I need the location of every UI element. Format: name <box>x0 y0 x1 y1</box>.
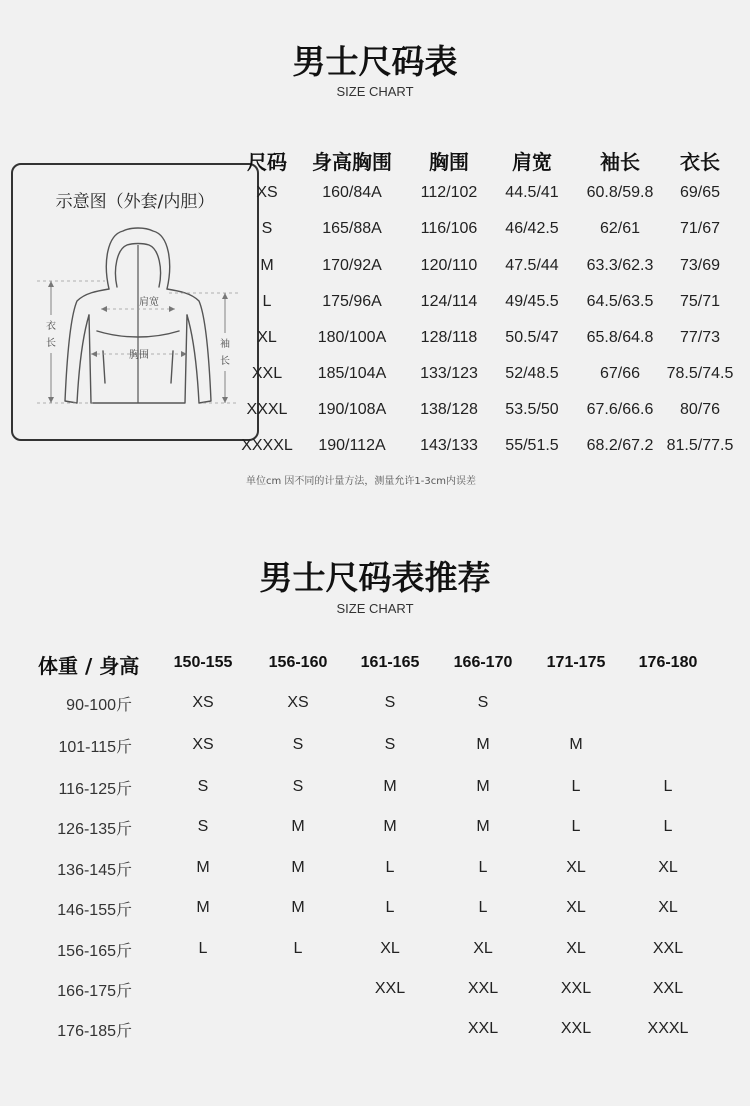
size-table-cell: 49/45.5 <box>505 293 559 310</box>
diagram-caption: 示意图（外套/内胆） <box>55 192 215 212</box>
size-table-cell: 73/69 <box>679 257 721 274</box>
recommended-size-cell: L <box>571 818 581 835</box>
recommended-size-cell: L <box>571 778 581 795</box>
recommended-size-cell: XXL <box>652 940 684 957</box>
size-table-cell: 170/92A <box>322 257 382 274</box>
recommended-size-cell: XXL <box>560 1020 592 1037</box>
weight-range-label: 136-145斤 <box>57 862 132 879</box>
sleeve-label-bottom: 长 <box>220 356 230 367</box>
size-label-cell: XXXXL <box>241 437 293 454</box>
size-table-cell: 180/100A <box>317 329 387 346</box>
size-table-cell: 50.5/47 <box>505 329 559 346</box>
size-table-cell: 53.5/50 <box>505 401 559 418</box>
recommended-size-cell: XL <box>658 899 678 916</box>
recommended-size-cell: XS <box>192 694 214 711</box>
size-table-cell: 138/128 <box>420 401 478 418</box>
length-label-bottom: 长 <box>46 338 56 349</box>
weight-range-label: 116-125斤 <box>58 781 132 798</box>
size-label-cell: XS <box>256 184 278 201</box>
recommended-size-cell: S <box>197 778 209 795</box>
recommended-size-cell: M <box>196 899 210 916</box>
chest-label: 胸围 <box>129 350 149 361</box>
recommended-size-cell: S <box>477 694 489 711</box>
recommended-size-cell: XXL <box>467 980 499 997</box>
recommended-size-cell: XL <box>566 859 586 876</box>
recommended-size-cell: M <box>476 736 490 753</box>
size-table-cell: 71/67 <box>679 220 721 237</box>
recommended-size-cell: L <box>385 899 395 916</box>
size-chart-title: 男士尺码表 <box>292 42 458 81</box>
weight-range-label: 90-100斤 <box>66 697 132 714</box>
recommended-size-cell: XL <box>380 940 400 957</box>
recommended-size-cell: M <box>383 778 397 795</box>
weight-range-label: 126-135斤 <box>57 821 132 838</box>
size-table-cell: 63.3/62.3 <box>586 257 654 274</box>
recommendation-subtitle: SIZE CHART <box>336 601 414 616</box>
jacket-illustration <box>13 165 261 443</box>
size-table-cell: 46/42.5 <box>505 220 559 237</box>
size-label-cell: XXXL <box>246 401 288 418</box>
size-table-cell: 190/112A <box>318 437 386 454</box>
recommended-size-cell: M <box>291 859 305 876</box>
height-range-header: 161-165 <box>360 654 420 671</box>
recommended-size-cell: XL <box>658 859 678 876</box>
size-table-cell: 64.5/63.5 <box>586 293 654 310</box>
size-label-cell: M <box>260 257 274 274</box>
size-table-cell: 116/106 <box>420 220 478 237</box>
size-table-cell: 120/110 <box>420 257 478 274</box>
size-table-cell: 60.8/59.8 <box>586 184 654 201</box>
size-table-cell: 65.8/64.8 <box>586 329 654 346</box>
recommended-size-cell: L <box>478 859 488 876</box>
recommended-size-cell: M <box>291 818 305 835</box>
shoulder-label: 肩宽 <box>139 297 159 308</box>
weight-range-label: 156-165斤 <box>57 943 132 960</box>
recommended-size-cell: M <box>291 899 305 916</box>
size-table-cell: 68.2/67.2 <box>586 437 654 454</box>
recommended-size-cell: L <box>385 859 395 876</box>
recommended-size-cell: XXL <box>374 980 406 997</box>
recommended-size-cell: XXL <box>652 980 684 997</box>
size-table-cell: 75/71 <box>679 293 721 310</box>
size-label-cell: S <box>261 220 273 237</box>
recommended-size-cell: L <box>663 818 673 835</box>
recommended-size-cell: M <box>476 818 490 835</box>
size-label-cell: L <box>262 293 272 310</box>
size-table-cell: 112/102 <box>420 184 478 201</box>
measurement-note: 单位cm 因不同的计量方法，测量允许1-3cm内误差 <box>246 476 476 487</box>
recommended-size-cell: XS <box>192 736 214 753</box>
length-label-top: 衣 <box>46 321 56 332</box>
size-table-header: 衣长 <box>680 150 720 174</box>
recommended-size-cell: L <box>293 940 303 957</box>
recommended-size-cell: M <box>569 736 583 753</box>
recommended-size-cell: S <box>384 694 396 711</box>
recommended-size-cell: L <box>478 899 488 916</box>
size-table-header: 胸围 <box>429 150 469 174</box>
size-table-cell: 62/61 <box>599 220 641 237</box>
recommended-size-cell: XL <box>566 899 586 916</box>
size-table-cell: 78.5/74.5 <box>666 365 734 382</box>
recommended-size-cell: S <box>292 736 304 753</box>
recommended-size-cell: XS <box>287 694 309 711</box>
recommended-size-cell: M <box>383 818 397 835</box>
height-range-header: 166-170 <box>453 654 513 671</box>
jacket-diagram <box>11 163 259 441</box>
size-label-cell: XXL <box>251 365 283 382</box>
size-table-cell: 185/104A <box>317 365 387 382</box>
weight-height-header: 体重 / 身高 <box>38 654 140 678</box>
recommended-size-cell: XL <box>566 940 586 957</box>
recommended-size-cell: S <box>197 818 209 835</box>
size-table-cell: 55/51.5 <box>505 437 559 454</box>
size-table-cell: 47.5/44 <box>505 257 559 274</box>
weight-range-label: 146-155斤 <box>57 902 132 919</box>
size-table-cell: 133/123 <box>420 365 478 382</box>
size-chart-subtitle: SIZE CHART <box>336 84 414 99</box>
size-table-cell: 81.5/77.5 <box>666 437 734 454</box>
sleeve-label-top: 袖 <box>220 339 230 350</box>
height-range-header: 150-155 <box>173 654 233 671</box>
weight-range-label: 101-115斤 <box>58 739 132 756</box>
recommended-size-cell: L <box>198 940 208 957</box>
size-table-cell: 165/88A <box>322 220 382 237</box>
size-table-cell: 160/84A <box>322 184 382 201</box>
height-range-header: 176-180 <box>638 654 698 671</box>
size-table-cell: 69/65 <box>679 184 721 201</box>
size-table-cell: 44.5/41 <box>505 184 559 201</box>
size-table-header: 尺码 <box>247 150 287 174</box>
weight-range-label: 176-185斤 <box>57 1023 132 1040</box>
recommended-size-cell: XXL <box>467 1020 499 1037</box>
recommended-size-cell: L <box>663 778 673 795</box>
size-table-cell: 80/76 <box>679 401 721 418</box>
size-table-cell: 128/118 <box>420 329 478 346</box>
recommended-size-cell: XXL <box>560 980 592 997</box>
size-table-cell: 190/108A <box>317 401 387 418</box>
size-table-cell: 175/96A <box>322 293 382 310</box>
size-table-header: 肩宽 <box>512 150 552 174</box>
recommended-size-cell: XL <box>473 940 493 957</box>
size-table-cell: 124/114 <box>420 293 478 310</box>
recommended-size-cell: M <box>196 859 210 876</box>
size-table-cell: 143/133 <box>420 437 478 454</box>
recommended-size-cell: S <box>384 736 396 753</box>
size-table-cell: 52/48.5 <box>505 365 559 382</box>
recommended-size-cell: S <box>292 778 304 795</box>
height-range-header: 171-175 <box>546 654 606 671</box>
size-table-cell: 67.6/66.6 <box>586 401 654 418</box>
weight-range-label: 166-175斤 <box>57 983 132 1000</box>
recommendation-title: 男士尺码表推荐 <box>259 558 491 597</box>
size-label-cell: XL <box>257 329 277 346</box>
height-range-header: 156-160 <box>268 654 328 671</box>
size-table-header: 身高胸围 <box>312 150 392 174</box>
size-table-cell: 67/66 <box>599 365 641 382</box>
recommended-size-cell: M <box>476 778 490 795</box>
size-table-cell: 77/73 <box>679 329 721 346</box>
size-table-header: 袖长 <box>600 150 640 174</box>
recommended-size-cell: XXXL <box>647 1020 689 1037</box>
